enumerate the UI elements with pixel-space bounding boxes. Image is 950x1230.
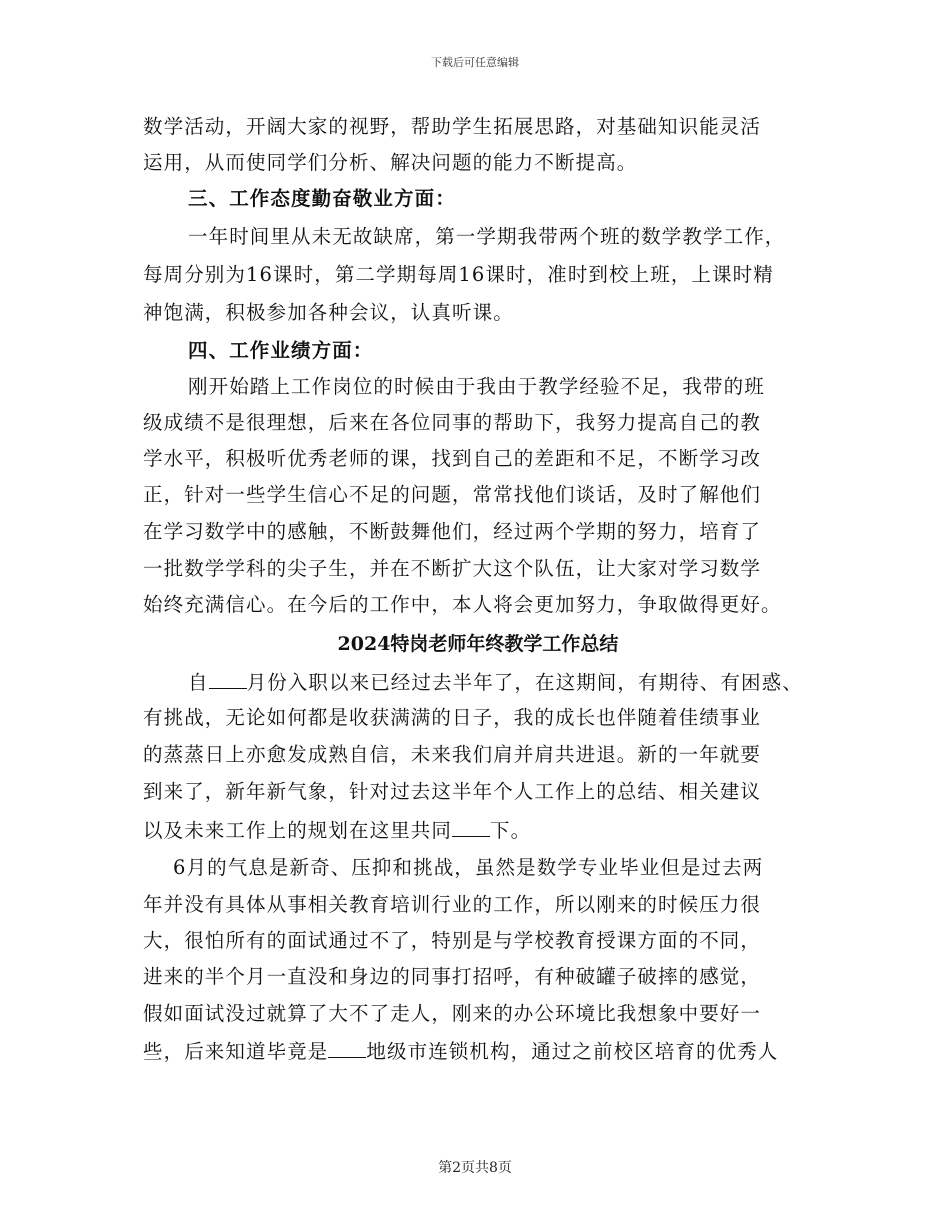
text-line: 学水平，积极听优秀老师的课，找到自己的差距和不足，不断学习改 — [143, 447, 762, 470]
page-header-note: 下载后可任意编辑 — [431, 56, 519, 69]
text-fragment: 地级市连锁机构，通过之前校区培育的优秀人 — [366, 1040, 779, 1063]
text-line: 年并没有具体从事相关教育培训行业的工作，所以刚来的时候压力很 — [143, 893, 762, 916]
text-line: 刚开始踏上工作岗位的时候由于我由于教学经验不足，我带的班 — [188, 375, 765, 398]
text-line: 到来了，新年新气象，针对过去这半年个人工作上的总结、相关建议 — [143, 780, 762, 803]
text-line: 有挑战，无论如何都是收获满满的日子，我的成长也伴随着佳绩事业 — [143, 706, 762, 729]
text-fragment: 以及未来工作上的规划在这里共同 — [143, 819, 453, 842]
text-line: 级成绩不是很理想，后来在各位同事的帮助下，我努力提高自己的教 — [143, 411, 762, 434]
text-line: 始终充满信心。在今后的工作中，本人将会更加努力，争取做得更好。 — [143, 593, 782, 616]
text-line — [143, 818, 531, 843]
text-line: 大，很怕所有的面试通过不了，特别是与学校教育授课方面的不同， — [143, 929, 762, 952]
text-line: 正，针对一些学生信心不足的问题，常常找他们谈话，及时了解他们 — [143, 483, 762, 506]
section-heading-4: 四、工作业绩方面： — [188, 339, 374, 362]
document-title: 2024特岗老师年终教学工作总结 — [337, 633, 619, 655]
text-line: 在学习数学中的感触，不断鼓舞他们，经过两个学期的努力，培育了 — [143, 520, 762, 543]
text-line: 假如面试没过就算了大不了走人，刚来的办公环境比我想象中要好一 — [143, 1002, 762, 1025]
text-line: 每周分别为16课时，第二学期每周16课时，准时到校上班，上课时精 — [143, 263, 774, 286]
text-line: 的蒸蒸日上亦愈发成熟自信，未来我们肩并肩共进退。新的一年就要 — [143, 743, 762, 766]
section-heading-3: 三、工作态度勤奋敬业方面： — [188, 187, 456, 210]
text-line — [188, 670, 803, 695]
page-number: 第2页共8页 — [438, 1160, 512, 1176]
text-line: 进来的半个月一直没和身边的同事打招呼，有种破罐子破摔的感觉， — [143, 965, 762, 988]
text-fragment: 下。 — [490, 819, 532, 842]
text-line: 神饱满，积极参加各种会议，认真听课。 — [143, 301, 514, 324]
text-line: 运用，从而使同学们分析、解决问题的能力不断提高。 — [143, 151, 638, 174]
blank-underline — [452, 818, 490, 837]
text-fragment: 些，后来知道毕竟是 — [143, 1040, 329, 1063]
text-line — [143, 1039, 778, 1064]
text-line: 一批数学学科的尖子生，并在不断扩大这个队伍，让大家对学习数学 — [143, 557, 762, 580]
text-line: 数学活动，开阔大家的视野，帮助学生拓展思路，对基础知识能灵活 — [143, 115, 762, 138]
blank-underline — [328, 1039, 366, 1058]
blank-underline — [209, 670, 247, 689]
text-fragment: 自 — [188, 671, 209, 694]
text-line: 6月的气息是新奇、压抑和挑战，虽然是数学专业毕业但是过去两 — [173, 856, 764, 879]
text-fragment: 月份入职以来已经过去半年了，在这期间，有期待、有困惑、 — [246, 671, 803, 694]
text-line: 一年时间里从未无故缺席，第一学期我带两个班的数学教学工作， — [188, 225, 786, 248]
